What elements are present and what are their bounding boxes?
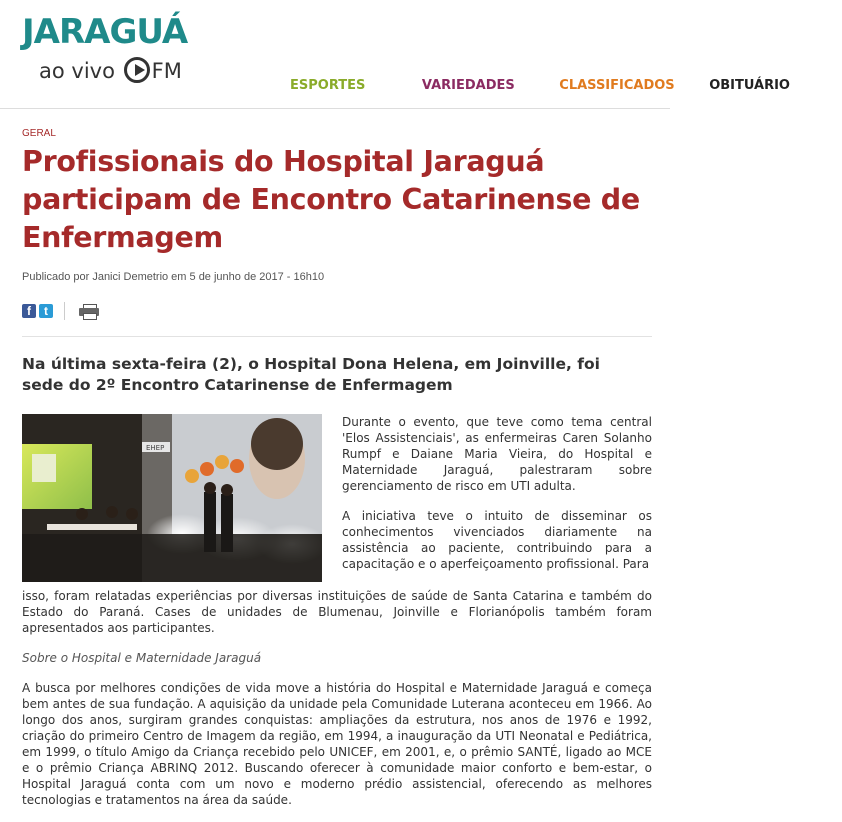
- share-bar: [22, 302, 652, 322]
- site-logo[interactable]: [22, 12, 188, 83]
- article-side-text: [342, 414, 652, 572]
- nav-item-obituario[interactable]: OBITUÁRIO: [709, 78, 790, 93]
- main-nav: [290, 78, 842, 93]
- share-divider: [64, 302, 65, 320]
- logo-wordmark: JARAGUÁ: [22, 12, 188, 52]
- subheading: Sobre o Hospital e Maternidade Jaraguá: [22, 651, 262, 665]
- print-icon[interactable]: [79, 304, 99, 318]
- logo-sub-right: FM: [151, 59, 182, 83]
- article-lead: Na última sexta-feira (2), o Hospital Dona Helena, em Joinville, foi sede do 2º Encontro Catarinense de Enfermagem: [22, 355, 600, 394]
- photo-banner-text: EHEP: [146, 444, 165, 452]
- nav-item-esportes[interactable]: ESPORTES: [290, 78, 366, 93]
- play-icon: [124, 57, 150, 83]
- paragraph-history: A busca por melhores condições de vida move a história do Hospital e Maternidade Jaraguá e começa bem antes de sua fundação. A aquisição da unidade pela Comunidade Luterana aconteceu em 1966. Ao longo dos anos, surgiram grandes conquistas: ampliações da estrutura, nos anos de 1976 e 1992, criação do primeiro Centro de Imagem da região, em 1994, a inauguração da UTI Neonatal e Pediátrica, em 1999, o título Amigo da Criança recebido pelo UNICEF, em 2001, e, o prêmio SANTÉ, ligado ao MCE e o prêmio Criança ABRINQ 2012. Buscando oferecer à comunidade maior conforto e bem-estar, o Hospital Jaraguá conta com um novo e moderno prédio assistencial, oferecendo as melhores tecnologias e tratamentos na área da saúde.: [22, 681, 652, 807]
- article-category[interactable]: GERAL: [22, 128, 56, 139]
- article-body: [22, 588, 652, 822]
- paragraph-2-continued: isso, foram relatadas experiências por diversas instituições de saúde de Santa Catarina e também do Estado do Paraná. Cases de unidades de Blumenau, Joinville e Florianópolis também foram apresentados aos participantes.: [22, 589, 652, 635]
- facebook-icon[interactable]: f: [22, 304, 36, 318]
- twitter-icon[interactable]: t: [39, 304, 53, 318]
- logo-subtitle: [39, 56, 182, 86]
- logo-sub-left: ao vivo: [39, 59, 115, 83]
- paragraph-1: Durante o evento, que teve como tema central 'Elos Assistenciais', as enfermeiras Caren Solanho Rumpf e Daiane Maria Vieira, do Hospital e Maternidade Jaraguá, palestraram sobre gerenciamento de risco em UTI adulta.: [342, 415, 652, 493]
- article-photo: [22, 414, 322, 582]
- article-byline: Publicado por Janici Demetrio em 5 de junho de 2017 - 16h10: [22, 271, 325, 283]
- nav-item-variedades[interactable]: VARIEDADES: [421, 78, 515, 93]
- nav-item-classificados[interactable]: CLASSIFICADOS: [559, 78, 675, 93]
- article-title: Profissionais do Hospital Jaraguá participam de Encontro Catarinense de Enfermagem: [22, 145, 640, 254]
- site-header: [0, 0, 790, 109]
- paragraph-2: A iniciativa teve o intuito de disseminar os conhecimentos vivenciados diariamente na assistência ao paciente, contribuindo para a capacitação e o aperfeiçoamento profissional. Para: [342, 509, 652, 571]
- article: [22, 128, 652, 807]
- divider: [22, 336, 652, 337]
